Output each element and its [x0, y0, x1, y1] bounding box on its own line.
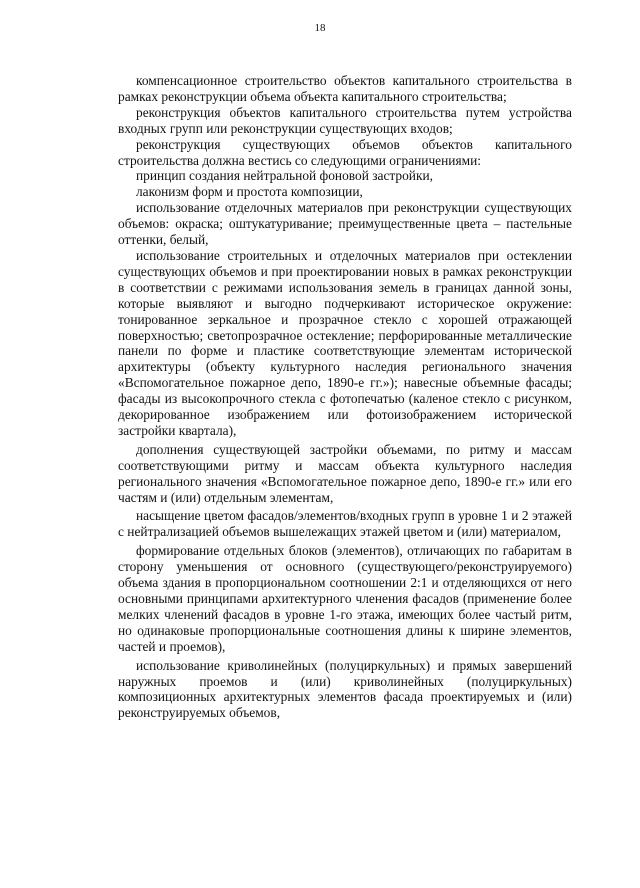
paragraph: формирование отдельных блоков (элементов), отличающих по габаритам в сторону уменьшения от основного (существующего/реконструируемого) объема здания в пропорциональном соотношении 2:1 и отделяющихся от него основными принципами архитектурного членения фасадов (применение более мелких членений фасадов в уровне 1-го этажа, имеющих более частый ритм, но одинаковые пропорциональные соотношения длины к ширине элементов, частей и проемов),: [118, 543, 572, 654]
paragraph: использование отделочных материалов при реконструкции существующих объемов: окраска; оштукатуривание; преимущественные цвета – пастельные оттенки, белый,: [118, 200, 572, 248]
document-body: [118, 73, 572, 721]
page-number: 18: [314, 22, 326, 34]
paragraph: использование строительных и отделочных материалов при остеклении существующих объемов и при проектировании новых в рамках реконструкции в соответствии с режимами использования земель в границах данной зоны, которые выявляют и выгодно подчеркивают историческое окружение: тонированное зеркальное и прозрачное стекло с хорошей отражающей поверхностью; светопрозрачное остекление; перфорированные металлические панели по форме и пластике соответствующие элементам исторической архитектуры (объекту культурного наследия регионального значения «Вспомогательное пожарное депо, 1890-е гг.»); навесные объемные фасады; фасады из высокопрочного стекла с фотопечатью (каленое стекло с рисунком, декорированное изображением или фотоизображением исторической застройки квартала),: [118, 247, 572, 438]
paragraph: лаконизм форм и простота композиции,: [136, 184, 363, 200]
paragraph: дополнения существующей застройки объемами, по ритму и массам соответствующими ритму и массам объекта культурного наследия регионального значения «Вспомогательное пожарное депо, 1890-е гг.» или его частям и (или) отдельным элементам,: [118, 441, 572, 505]
paragraph: реконструкция существующих объемов объектов капитального строительства должна вестись со следующими ограничениями:: [118, 136, 572, 168]
paragraph: реконструкция объектов капитального строительства путем устройства входных групп или реконструкции существующих входов;: [118, 104, 572, 136]
paragraph: насыщение цветом фасадов/элементов/входных групп в уровне 1 и 2 этажей с нейтрализацией объемов вышележащих этажей цветом и (или) материалом,: [118, 508, 572, 540]
paragraph: принцип создания нейтральной фоновой застройки,: [136, 168, 433, 184]
paragraph: компенсационное строительство объектов капитального строительства в рамках реконструкции объема объекта капитального строительства;: [118, 73, 572, 104]
paragraph: использование криволинейных (полуциркульных) и прямых завершений наружных проемов и (или) криволинейных (полуциркульных) композиционных архитектурных элементов фасада проектируемых и (или) реконструируемых объемов,: [118, 657, 572, 721]
